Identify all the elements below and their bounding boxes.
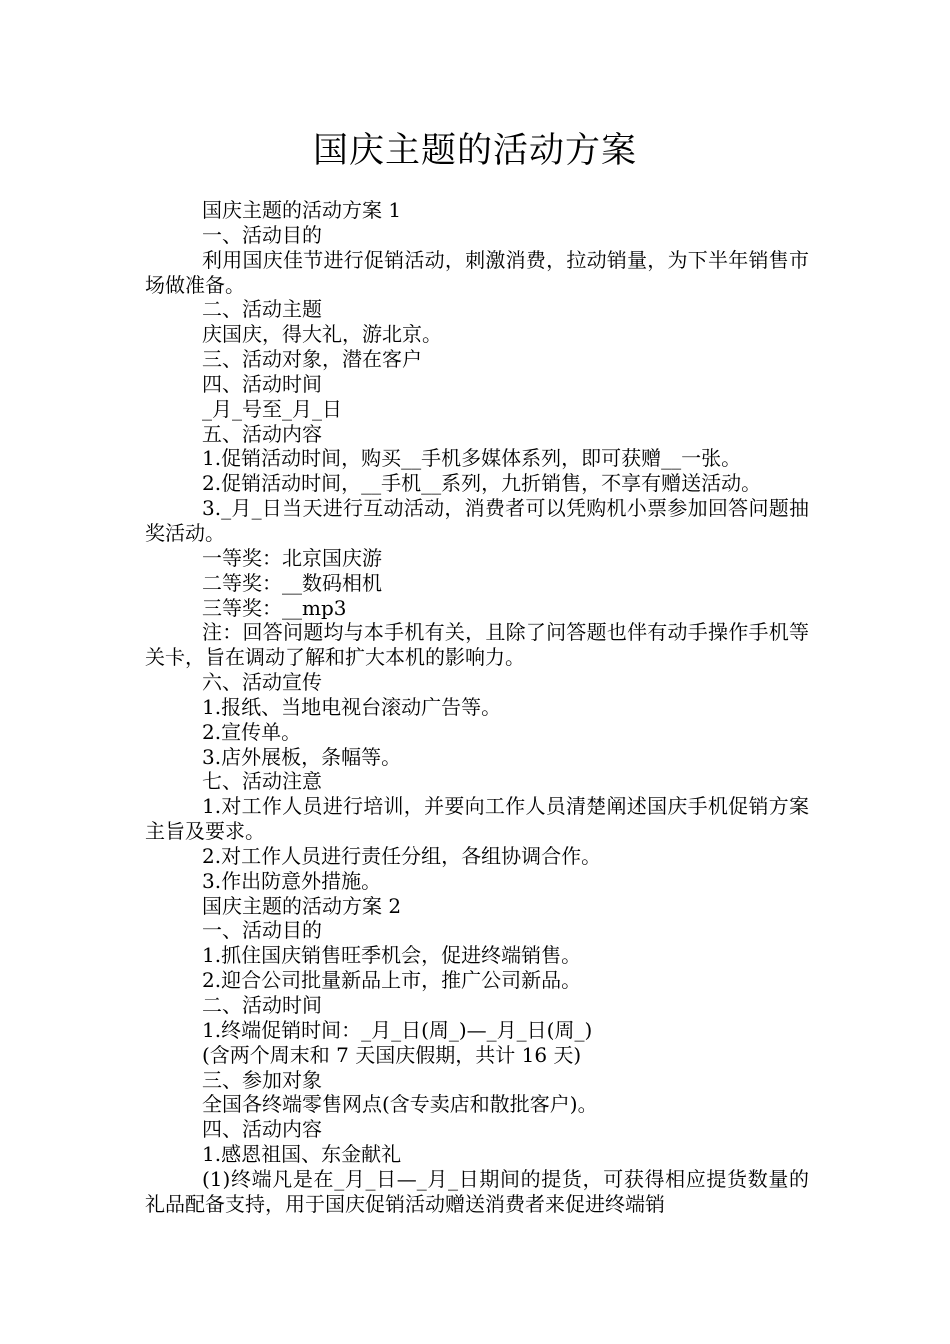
list-item: 3.作出防意外措施。 <box>202 868 382 893</box>
paragraph: _月_号至_月_日 <box>202 396 342 421</box>
note-paragraph: 注：回答问题均与本手机有关，且除了问答题也伴有动手操作手机等关卡，旨在调动了解和扩大本机的影响力。 <box>145 620 809 670</box>
heading-plan-2: 国庆主题的活动方案 2 <box>202 893 402 918</box>
section-heading: 三、活动对象，潜在客户 <box>202 347 422 372</box>
section-heading: 七、活动注意 <box>202 769 322 794</box>
paragraph: (1)终端凡是在_月_日—_月_日期间的提货，可获得相应提货数量的礼品配备支持，用于国庆促销活动赠送消费者来促进终端销 <box>145 1166 809 1216</box>
section-heading: 三、参加对象 <box>202 1067 322 1092</box>
list-item: 1.促销活动时间，购买__手机多媒体系列，即可获赠__一张。 <box>202 446 742 471</box>
list-item: 1.抓住国庆销售旺季机会，促进终端销售。 <box>202 943 582 968</box>
list-item: 1.终端促销时间：_月_日(周_)—_月_日(周_) <box>202 1017 593 1042</box>
paragraph: 庆国庆，得大礼，游北京。 <box>202 322 442 347</box>
section-heading: 六、活动宣传 <box>202 670 322 695</box>
section-heading: 五、活动内容 <box>202 421 322 446</box>
section-heading: 一、活动目的 <box>202 222 322 247</box>
section-heading: 一、活动目的 <box>202 918 322 943</box>
section-heading: 二、活动主题 <box>202 297 322 322</box>
list-item: 2.宣传单。 <box>202 719 302 744</box>
list-item: 2.对工作人员进行责任分组，各组协调合作。 <box>202 843 602 868</box>
section-heading: 四、活动时间 <box>202 371 322 396</box>
prize-item: 三等奖：__mp3 <box>202 595 347 620</box>
list-item: 2.促销活动时间，__手机__系列，九折销售，不享有赠送活动。 <box>202 471 762 496</box>
document-body <box>145 198 809 1217</box>
prize-item: 一等奖：北京国庆游 <box>202 545 382 570</box>
list-item: 1.报纸、当地电视台滚动广告等。 <box>202 694 502 719</box>
section-heading: 四、活动内容 <box>202 1117 322 1142</box>
section-heading: 二、活动时间 <box>202 993 322 1017</box>
list-item: 1.对工作人员进行培训，并要向工作人员清楚阐述国庆手机促销方案主旨及要求。 <box>145 794 809 844</box>
list-item: 1.感恩祖国、东金献礼 <box>202 1142 402 1167</box>
list-item: 2.迎合公司批量新品上市，推广公司新品。 <box>202 968 582 993</box>
paragraph: (含两个周末和 7 天国庆假期，共计 16 天) <box>202 1042 582 1067</box>
paragraph: 全国各终端零售网点(含专卖店和散批客户)。 <box>202 1092 598 1117</box>
document-title: 国庆主题的活动方案 <box>312 131 637 171</box>
paragraph: 利用国庆佳节进行促销活动，刺激消费，拉动销量，为下半年销售市场做准备。 <box>145 247 809 297</box>
list-item: 3._月_日当天进行互动活动，消费者可以凭购机小票参加回答问题抽奖活动。 <box>145 496 809 545</box>
heading-plan-1: 国庆主题的活动方案 1 <box>202 198 402 222</box>
list-item: 3.店外展板，条幅等。 <box>202 744 402 769</box>
prize-item: 二等奖：__数码相机 <box>202 570 382 595</box>
